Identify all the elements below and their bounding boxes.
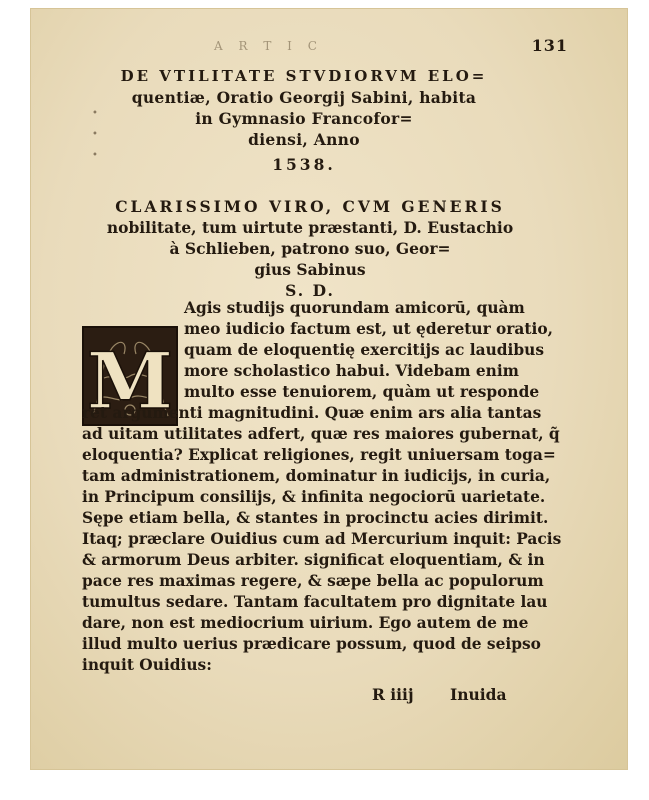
catchword: Inuida <box>450 685 507 704</box>
body-line: Sępe etiam bella, & stantes in procinctu acies dirimit. <box>82 509 549 527</box>
book-page <box>30 8 628 770</box>
body-line: pace res maximas regere, & sæpe bella ac populorum <box>82 572 544 590</box>
margin-mark: • <box>92 108 98 119</box>
title-line-4: diensi, Anno <box>248 130 360 149</box>
body-line: Agis studijs quorundam amicorū, quàm <box>184 299 525 317</box>
margin-mark: • <box>92 129 98 140</box>
body-line: tam administrationem, dominatur in iudicijs, in curia, <box>82 467 551 485</box>
dedication-line-2: nobilitate, tum uirtute præstanti, D. Eustachio <box>106 218 514 237</box>
body-line: dare, non est mediocrium uirium. Ego autem de me <box>82 614 529 632</box>
title-line-2: quentiæ, Oratio Georgij Sabini, habita <box>131 88 477 107</box>
body-line: in Principum consilijs, & infinita negociorū uarietate. <box>82 488 546 506</box>
body-line: quam de eloquentię exercitijs ac laudibus <box>184 341 544 359</box>
running-head: A R T I C <box>214 39 323 53</box>
dedication-line-3: à Schlieben, patrono suo, Geor= <box>169 239 451 258</box>
dedication-line-4: gius Sabinus <box>254 260 366 279</box>
body-line: ret argumenti magnitudini. Quæ enim ars alia tantas <box>82 404 542 422</box>
title-year: 1538. <box>272 155 336 174</box>
page-number: 131 <box>531 36 568 55</box>
body-line: inquit Ouidius: <box>82 656 212 674</box>
body-line: meo iudicio factum est, ut ęderetur oratio, <box>184 320 553 338</box>
dedication <box>80 196 540 301</box>
body-line: Itaq; præclare Ouidius cum ad Mercurium inquit: Pacis <box>82 530 562 548</box>
oration-title <box>84 66 524 175</box>
dedication-line-1: CLARISSIMO VIRO, CVM GENERIS <box>115 197 505 216</box>
title-line-1: DE VTILITATE STVDIORVM ELO= <box>120 67 488 85</box>
dedication-salutation: S. D. <box>285 281 335 300</box>
body-line: tumultus sedare. Tantam facultatem pro dignitate lau <box>82 593 548 611</box>
title-line-3: in Gymnasio Francofor= <box>195 109 413 128</box>
body-line: eloquentia? Explicat religiones, regit uniuersam toga= <box>82 446 556 464</box>
body-line: more scholastico habui. Videbam enim <box>184 362 519 380</box>
margin-mark: • <box>92 150 98 161</box>
initial-letter: M <box>86 336 174 424</box>
signature-mark: R iiij <box>372 685 414 704</box>
body-line: illud multo uerius prædicare possum, quod de seipso <box>82 635 541 653</box>
body-line: multo esse tenuiorem, quàm ut responde <box>184 383 540 401</box>
body-line: ad uitam utilitates adfert, quæ res maiores gubernat, q̃ <box>82 425 560 443</box>
body-line: & armorum Deus arbiter. significat eloquentiam, & in <box>82 551 545 569</box>
